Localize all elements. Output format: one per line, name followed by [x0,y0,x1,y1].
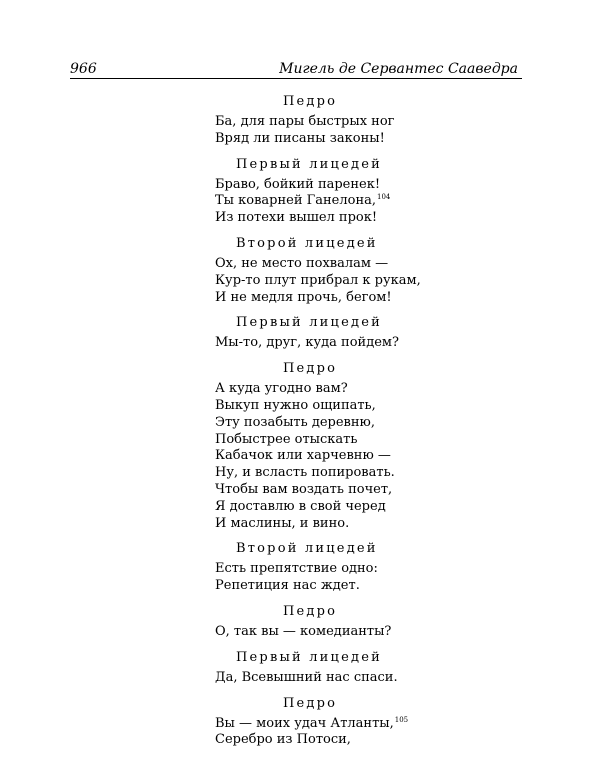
footnote-marker: 104 [377,193,391,202]
speaker-name: Первый лицедей [236,649,382,665]
verse-line [215,131,545,148]
dialogue-block [215,314,545,352]
verse-line-text: Есть препятствие одно: [215,561,378,577]
dialogue-block [215,156,545,227]
verse-line [215,415,545,432]
speaker-name: Первый лицедей [236,156,382,172]
verse-line-text: Да, Всевышний нас спаси. [215,669,398,685]
speaker-name: Второй лицедей [236,235,378,251]
verse-line-text: Выкуп нужно ощипать, [215,397,376,413]
verse-line [215,499,545,516]
verse-line [215,561,545,578]
verse-line [215,432,545,449]
verse-line [215,670,545,687]
verse-line-text: Из потехи вышел прок! [215,210,378,226]
verse-line [215,290,545,307]
verse-line-text: Чтобы вам воздать почет, [215,481,393,497]
dialogue-block [215,649,545,687]
dialogue-block [215,93,545,148]
verse-line-text: И не медля прочь, бегом! [215,289,392,305]
verse-line [215,465,545,482]
dialogue-block [215,603,545,641]
dialogue-block [215,540,545,595]
verse-line-text: А куда угодно вам? [215,381,348,397]
verse-line [215,398,545,415]
dialogue-block [215,360,545,532]
verse-line [215,381,545,398]
verse-line-text: Репетиция нас ждет. [215,578,360,594]
verse-line-text: И маслины, и вино. [215,515,350,531]
speaker-name: Первый лицедей [236,315,382,331]
verse-line-text: Серебро из Потоси, [215,732,351,748]
footnote-marker: 105 [394,715,409,724]
page-header [70,60,522,79]
verse-line-text: Побыстрее отыскать [215,431,358,447]
verse-line-text: О, так вы — комедианты? [215,623,392,639]
verse-text [215,93,545,757]
dialogue-block [215,695,545,750]
verse-line [215,448,545,465]
verse-line [215,482,545,499]
verse-line [215,516,545,533]
verse-line-text: Мы-то, друг, куда пойдем? [215,335,399,351]
speaker-name: Второй лицедей [236,541,378,557]
verse-line-text: Браво, бойкий паренек! [215,176,381,192]
speaker-name: Педро [283,361,338,377]
verse-line-text: Ну, и всласть попировать. [215,465,395,481]
verse-line-text: Вы — моих удач Атланты, [215,715,394,731]
verse-line [215,114,545,131]
verse-line-text: Ба, для пары быстрых ног [215,114,395,129]
speaker-name: Педро [283,603,338,619]
verse-line [215,256,545,273]
running-title: Мигель де Сервантес Сааведра [279,61,518,77]
verse-line-text: Вряд ли писаны законы! [215,130,385,146]
verse-line [215,177,545,194]
verse-line-text: Ох, не место похвалам — [215,255,389,271]
verse-line-text: Я доставлю в свой черед [215,498,386,514]
verse-line [215,578,545,595]
dialogue-block [215,235,545,306]
page-number: 966 [70,61,97,77]
verse-line-text: Ты коварней Ганелона, [215,193,376,209]
speaker-name: Педро [283,695,338,711]
verse-line-text: Эту позабыть деревню, [215,414,375,430]
verse-line [215,210,545,227]
verse-line [215,624,545,641]
verse-line [215,335,545,352]
verse-line [215,716,545,733]
verse-line [215,732,545,749]
verse-line [215,273,545,290]
speaker-name: Педро [283,94,338,109]
verse-line [215,193,545,210]
verse-line-text: Кабачок или харчевню — [215,448,391,464]
verse-line-text: Кур-то плут прибрал к рукам, [215,272,421,288]
